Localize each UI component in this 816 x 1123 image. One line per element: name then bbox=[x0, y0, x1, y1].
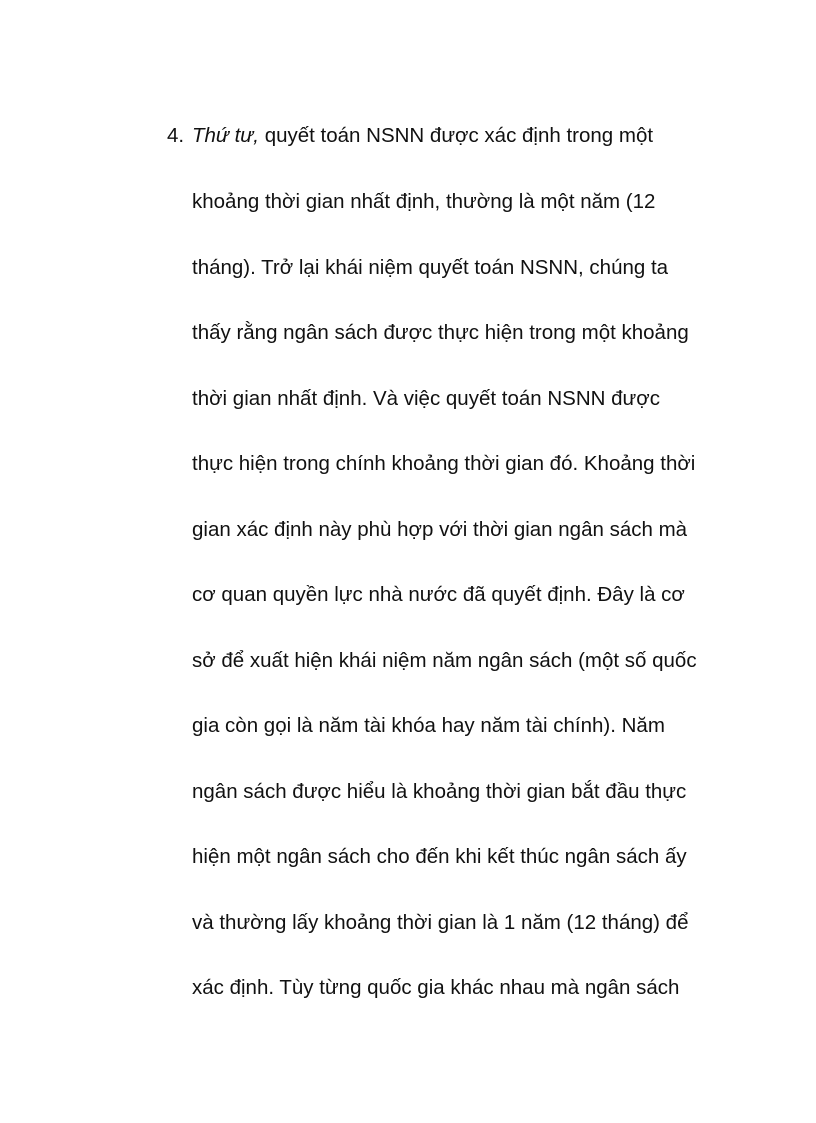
paragraph-line-3: tháng). Trở lại khái niệm quyết toán NSNN, chúng ta bbox=[192, 256, 669, 279]
paragraph-line-10: gia còn gọi là năm tài khóa hay năm tài chính). Năm bbox=[192, 714, 665, 737]
paragraph-line-12: hiện một ngân sách cho đến khi kết thúc ngân sách ấy bbox=[192, 845, 687, 868]
paragraph-line-5: thời gian nhất định. Và việc quyết toán NSNN được bbox=[192, 387, 660, 410]
paragraph-line-1 bbox=[167, 124, 654, 148]
paragraph-line-7: gian xác định này phù hợp với thời gian ngân sách mà bbox=[192, 518, 688, 541]
paragraph-line-2: khoảng thời gian nhất định, thường là một năm (12 bbox=[192, 190, 656, 213]
list-number: 4. bbox=[167, 124, 185, 147]
paragraph-line-13: và thường lấy khoảng thời gian là 1 năm (12 tháng) để bbox=[192, 911, 689, 934]
lead-italic-text: Thứ tư, bbox=[192, 124, 259, 147]
paragraph-line-6: thực hiện trong chính khoảng thời gian đó. Khoảng thời bbox=[192, 452, 696, 475]
paragraph-line-11: ngân sách được hiểu là khoảng thời gian bắt đầu thực bbox=[192, 780, 687, 803]
paragraph-line-4: thấy rằng ngân sách được thực hiện trong một khoảng bbox=[192, 321, 689, 344]
paragraph-line-8: cơ quan quyền lực nhà nước đã quyết định. Đây là cơ bbox=[192, 583, 685, 606]
paragraph-line-14: xác định. Tùy từng quốc gia khác nhau mà ngân sách bbox=[192, 976, 680, 999]
paragraph-line-9: sở để xuất hiện khái niệm năm ngân sách (một số quốc bbox=[192, 649, 697, 672]
line-text: quyết toán NSNN được xác định trong một bbox=[259, 124, 654, 147]
